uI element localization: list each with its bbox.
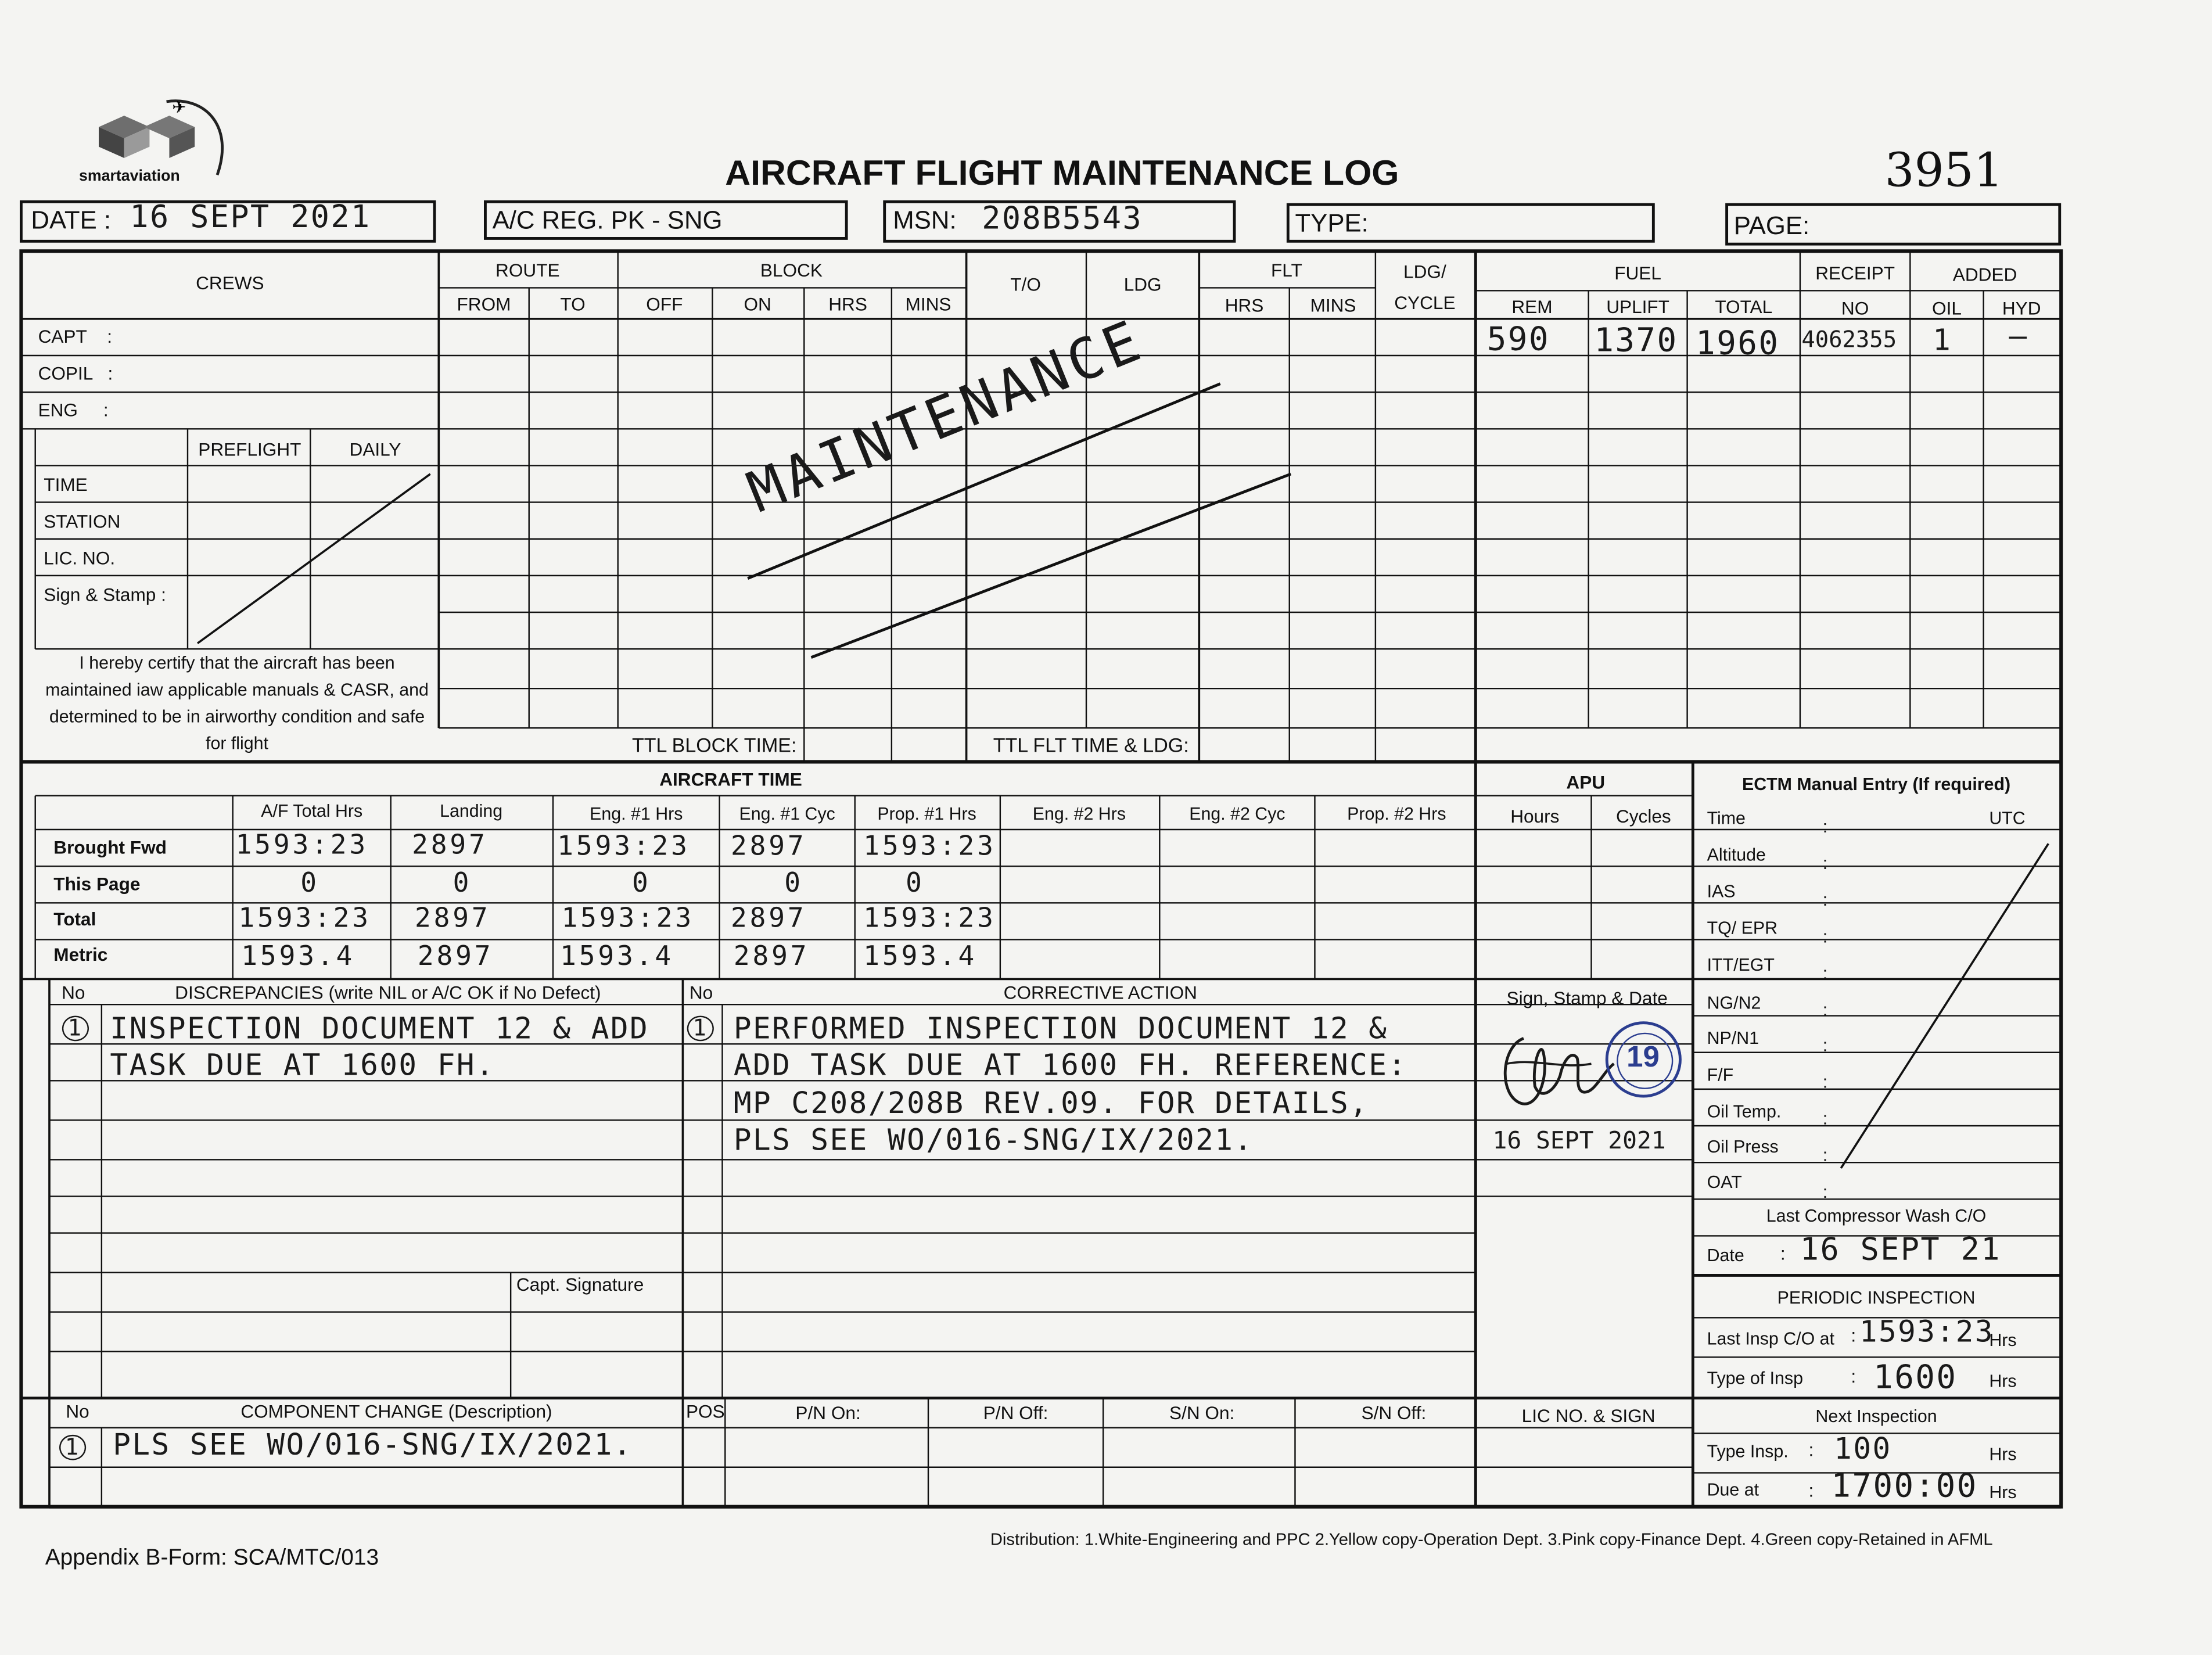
lic-sign-header: LIC NO. & SIGN — [1521, 1405, 1656, 1427]
sn-off-header: S/N Off: — [1361, 1402, 1427, 1424]
on-header: ON — [744, 293, 771, 315]
lic-label: LIC. NO. — [44, 547, 116, 569]
tp-prop1-hrs: 0 — [906, 867, 925, 899]
to-header: TO — [560, 293, 586, 315]
engineer-signature — [1492, 1021, 1620, 1120]
ttl-flt-label: TTL FLT TIME & LDG: — [993, 733, 1189, 756]
met-af-total: 1593.4 — [241, 940, 356, 972]
tot-af-total: 1593:23 — [238, 903, 371, 934]
corrective-line-2: ADD TASK DUE AT 1600 FH. REFERENCE: — [733, 1048, 1407, 1082]
ttl-block-label: TTL BLOCK TIME: — [632, 733, 797, 756]
tp-af-total: 0 — [300, 867, 319, 899]
col-landing: Landing — [440, 801, 503, 821]
component-line: PLS SEE WO/016-SNG/IX/2021. — [113, 1427, 633, 1462]
maintenance-stamp: MAINTENANCE — [739, 308, 1153, 526]
last-insp-colon: : — [1851, 1324, 1857, 1346]
row-metric: Metric — [53, 943, 108, 965]
tp-eng1-hrs: 0 — [632, 867, 651, 899]
compressor-date-label: Date — [1707, 1245, 1744, 1266]
met-prop1-hrs: 1593.4 — [863, 940, 978, 972]
date-label: DATE : — [31, 206, 112, 235]
col-eng1-hrs: Eng. #1 Hrs — [590, 804, 683, 824]
col-eng2-cyc: Eng. #2 Cyc — [1189, 804, 1285, 824]
receipt-no-header: NO — [1841, 297, 1869, 319]
reg-label: A/C REG. PK - SNG — [492, 206, 723, 235]
page-label: PAGE: — [1733, 211, 1810, 240]
block-hrs-header: HRS — [828, 293, 867, 315]
next-type-label: Type Insp. — [1707, 1442, 1789, 1462]
component-item-no: 1 — [59, 1435, 85, 1460]
form-title: AIRCRAFT FLIGHT MAINTENANCE LOG — [725, 153, 1399, 193]
pos-header: POS — [685, 1401, 725, 1423]
col-prop2-hrs: Prop. #2 Hrs — [1347, 804, 1446, 824]
from-header: FROM — [457, 293, 511, 315]
next-type-value: 100 — [1834, 1432, 1892, 1466]
bf-eng1-cyc: 2897 — [731, 831, 807, 862]
tot-eng1-cyc: 2897 — [731, 903, 807, 934]
rem-header: REM — [1511, 296, 1553, 318]
ectm-ff: F/F — [1707, 1065, 1734, 1085]
ectm-header: ECTM Manual Entry (If required) — [1741, 774, 2011, 795]
last-insp-label: Last Insp C/O at — [1707, 1329, 1834, 1349]
msn-label: MSN: — [893, 206, 957, 235]
receipt-no-value: 4062355 — [1801, 326, 1897, 353]
added-header: ADDED — [1952, 264, 2017, 285]
fuel-rem-value: 590 — [1486, 321, 1550, 358]
last-insp-hrs: Hrs — [1989, 1330, 2017, 1351]
type-insp-value: 1600 — [1873, 1360, 1958, 1397]
component-header: COMPONENT CHANGE (Description) — [240, 1401, 552, 1423]
tp-eng1-cyc: 0 — [784, 867, 803, 899]
ectm-oil-temp: Oil Temp. — [1707, 1101, 1782, 1122]
capt-signature-label: Capt. Signature — [516, 1274, 644, 1295]
flt-mins-header: MINS — [1310, 295, 1356, 317]
ectm-itt: ITT/EGT — [1707, 955, 1775, 975]
ectm-tq: TQ/ EPR — [1707, 918, 1778, 939]
compressor-date-value: 16 SEPT 21 — [1800, 1233, 2001, 1269]
form-code: Appendix B-Form: SCA/MTC/013 — [45, 1546, 379, 1571]
certify-line-2: maintained iaw applicable manuals & CASR, and — [45, 680, 429, 700]
tp-landing: 0 — [453, 867, 472, 899]
receipt-header: RECEIPT — [1815, 262, 1895, 284]
discrepancy-item-no: 1 — [62, 1016, 88, 1042]
serial-number: 3951 — [1884, 142, 2003, 198]
distribution-note: Distribution: 1.White-Engineering and PPC 2.Yellow copy-Operation Dept. 3.Pink copy-Finance Dept. 4.Green copy-Retained in AFML — [990, 1529, 1993, 1549]
ldg-cycle-header-1: LDG/ — [1403, 261, 1446, 282]
oil-header: OIL — [1932, 297, 1962, 319]
route-header: ROUTE — [495, 259, 560, 281]
corrective-header: CORRECTIVE ACTION — [1003, 982, 1197, 1003]
block-header: BLOCK — [760, 259, 823, 281]
uplift-header: UPLIFT — [1606, 296, 1670, 318]
type-label: TYPE: — [1295, 209, 1369, 238]
bf-prop1-hrs: 1593:23 — [863, 831, 996, 862]
stamp-number: 19 — [1626, 1041, 1660, 1074]
row-total: Total — [53, 909, 96, 930]
due-at-colon: : — [1808, 1480, 1814, 1502]
due-at-hrs: Hrs — [1989, 1482, 2017, 1503]
flt-hrs-header: HRS — [1224, 295, 1264, 317]
sign-stamp-label: Sign & Stamp : — [44, 584, 166, 605]
due-at-label: Due at — [1707, 1480, 1759, 1500]
col-eng1-cyc: Eng. #1 Cyc — [739, 804, 835, 824]
corrective-no-header: No — [689, 982, 713, 1003]
station-label: STATION — [44, 511, 121, 532]
met-landing: 2897 — [417, 940, 494, 972]
daily-header: DAILY — [349, 439, 401, 460]
sn-on-header: S/N On: — [1169, 1402, 1235, 1424]
eng-label: ENG : — [38, 399, 109, 421]
time-label: TIME — [44, 474, 88, 496]
ldg-cycle-header-2: CYCLE — [1394, 292, 1456, 314]
preflight-header: PREFLIGHT — [198, 439, 301, 460]
met-eng1-hrs: 1593.4 — [560, 940, 674, 972]
certify-line-4: for flight — [206, 733, 269, 753]
type-insp-label: Type of Insp — [1707, 1368, 1804, 1388]
bf-af-total: 1593:23 — [235, 830, 369, 861]
fuel-uplift-value: 1370 — [1594, 323, 1678, 360]
bf-landing: 2897 — [412, 830, 488, 861]
row-this-page: This Page — [53, 873, 141, 895]
apu-header: APU — [1566, 771, 1606, 793]
discrepancy-no-header: No — [62, 982, 85, 1003]
due-at-value: 1700:00 — [1831, 1469, 1978, 1506]
pn-on-header: P/N On: — [795, 1402, 861, 1424]
met-eng1-cyc: 2897 — [733, 940, 810, 972]
svg-text:✈: ✈ — [172, 97, 186, 117]
apu-hours-header: Hours — [1510, 805, 1560, 827]
logo-text: smartaviation — [79, 168, 180, 185]
certify-line-1: I hereby certify that the aircraft has been — [79, 653, 395, 673]
certify-line-3: determined to be in airworthy condition and safe — [49, 706, 425, 727]
ectm-ng: NG/N2 — [1707, 993, 1761, 1013]
fuel-total-value: 1960 — [1696, 326, 1780, 363]
ectm-np: NP/N1 — [1707, 1028, 1759, 1049]
flt-header: FLT — [1270, 259, 1302, 281]
discrepancy-header: DISCREPANCIES (write NIL or A/C OK if No Defect) — [175, 982, 601, 1003]
block-mins-header: MINS — [905, 293, 951, 315]
sign-date-value: 16 SEPT 2021 — [1492, 1127, 1666, 1156]
capt-label: CAPT : — [38, 326, 113, 347]
msn-value: 208B5543 — [982, 202, 1143, 238]
ectm-altitude: Altitude — [1707, 845, 1766, 865]
corrective-line-4: PLS SEE WO/016-SNG/IX/2021. — [733, 1123, 1254, 1157]
pn-off-header: P/N Off: — [983, 1402, 1048, 1424]
corrective-line-3: MP C208/208B REV.09. FOR DETAILS, — [733, 1086, 1369, 1121]
ectm-ias: IAS — [1707, 881, 1736, 902]
ectm-colons: : : : : : : : : : : : — [1822, 817, 1828, 1202]
next-type-colon: : — [1808, 1439, 1814, 1460]
ldg-header: LDG — [1123, 274, 1162, 295]
next-inspection-header: Next Inspection — [1815, 1406, 1937, 1427]
ectm-time: Time — [1707, 808, 1746, 828]
ectm-oat: OAT — [1707, 1172, 1742, 1193]
type-insp-colon: : — [1851, 1365, 1857, 1387]
fuel-header: FUEL — [1614, 262, 1661, 284]
col-af-total: A/F Total Hrs — [261, 801, 363, 821]
col-eng2-hrs: Eng. #2 Hrs — [1032, 804, 1126, 824]
tot-landing: 2897 — [415, 903, 491, 934]
corrective-line-1: PERFORMED INSPECTION DOCUMENT 12 & — [733, 1011, 1388, 1046]
hyd-added-value: — — [2009, 318, 2028, 353]
discrepancy-line-2: TASK DUE AT 1600 FH. — [110, 1048, 495, 1082]
compressor-date-colon: : — [1780, 1243, 1786, 1265]
off-header: OFF — [646, 293, 683, 315]
oil-added-value: 1 — [1933, 323, 1952, 357]
component-no-header: No — [66, 1401, 89, 1423]
date-value: 16 SEPT 2021 — [130, 200, 371, 236]
last-insp-value: 1593:23 — [1859, 1315, 1994, 1349]
discrepancy-line-1: INSPECTION DOCUMENT 12 & ADD — [110, 1011, 649, 1046]
compressor-wash-header: Last Compressor Wash C/O — [1766, 1206, 1987, 1226]
crews-header: CREWS — [196, 272, 264, 294]
next-type-hrs: Hrs — [1989, 1444, 2017, 1464]
bf-eng1-hrs: 1593:23 — [557, 831, 690, 862]
corrective-item-no: 1 — [687, 1016, 713, 1042]
col-prop1-hrs: Prop. #1 Hrs — [877, 804, 976, 824]
sign-stamp-date-header: Sign, Stamp & Date — [1506, 988, 1668, 1009]
copil-label: COPIL : — [38, 362, 113, 384]
apu-cycles-header: Cycles — [1615, 805, 1671, 827]
type-insp-hrs: Hrs — [1989, 1371, 2017, 1391]
hyd-header: HYD — [2002, 297, 2041, 319]
tot-eng1-hrs: 1593:23 — [561, 903, 695, 934]
ectm-utc: UTC — [1989, 808, 2026, 828]
to-column-header: T/O — [1010, 274, 1041, 295]
ectm-oil-press: Oil Press — [1707, 1137, 1779, 1157]
total-header: TOTAL — [1715, 296, 1773, 318]
aircraft-time-header: AIRCRAFT TIME — [659, 769, 802, 791]
row-brought-fwd: Brought Fwd — [53, 837, 167, 858]
tot-prop1-hrs: 1593:23 — [863, 903, 996, 934]
periodic-inspection-header: PERIODIC INSPECTION — [1777, 1288, 1976, 1308]
